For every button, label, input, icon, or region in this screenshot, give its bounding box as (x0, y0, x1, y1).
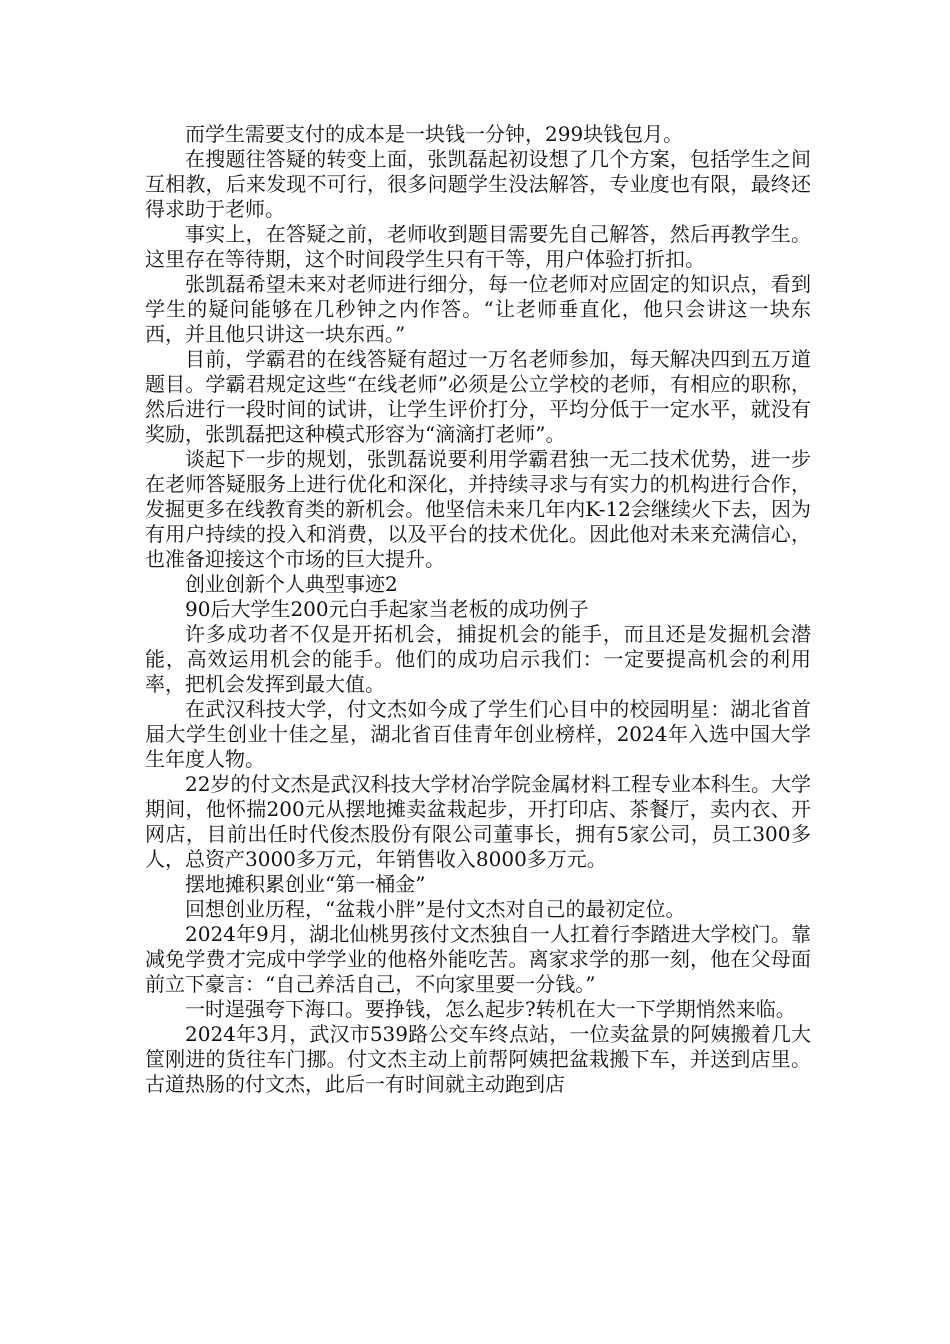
paragraph-profile: 22岁的付文杰是武汉科技大学材冶学院金属材料工程专业本科生。大学期间，他怀揣200元从摆地摊卖盆栽起步，开打印店、茶餐厅，卖内衣、开网店，目前出任时代俊杰股份有限公司董事长，拥有5家公司，员工300多人，总资产3000多万元，年销售收入8000多万元。 (145, 772, 811, 871)
paragraph-waiting-period: 事实上，在答疑之前，老师收到题目需要先自己解答，然后再教学生。这里存在等待期，这个时间段学生只有干等，用户体验打折扣。 (145, 222, 811, 271)
section-heading-first-pot: 摆地摊积累创业“第一桶金” (185, 872, 426, 896)
paragraph-enrollment: 2024年9月，湖北仙桃男孩付文杰独自一人扛着行李踏进大学校门。靠减免学费才完成中学学业的他格外能吃苦。离家求学的那一刻，他在父母面前立下豪言：“自己养活自己，不向家里要一分钱。” (145, 922, 811, 996)
paragraph-cost: 而学生需要支付的成本是一块钱一分钟，299块钱包月。 (185, 122, 684, 146)
section-subtitle: 90后大学生200元白手起家当老板的成功例子 (185, 597, 589, 621)
paragraph-future-plan: 谈起下一步的规划，张凯磊说要利用学霸君独一无二技术优势，进一步在老师答疑服务上进行优化和深化，并持续寻求与有实力的机构进行合作，发掘更多在线教育类的新机会。他坚信未来几年内K-12会继续火下去，因为有用户持续的投入和消费，以及平台的技术优化。因此他对未来充满信心，也准备迎接这个市场的巨大提升。 (145, 447, 811, 571)
paragraph-turning-point: 一时逞强夸下海口。要挣钱，怎么起步?转机在大一下学期悄然来临。 (185, 997, 796, 1021)
paragraph-bus-station: 2024年3月，武汉市539路公交车终点站，一位卖盆景的阿姨搬着几大筐刚进的货往车门挪。付文杰主动上前帮阿姨把盆栽搬下车，并送到店里。古道热肠的付文杰，此后一有时间就主动跑到店 (145, 1022, 811, 1096)
paragraph-opportunity: 许多成功者不仅是开拓机会，捕捉机会的能手，而且还是发掘机会潜能，高效运用机会的能手。他们的成功启示我们：一定要提高机会的利用率，把机会发挥到最大值。 (145, 622, 811, 696)
paragraph-campus-star: 在武汉科技大学，付文杰如今成了学生们心目中的校园明星：湖北省首届大学生创业十佳之星，湖北省百佳青年创业榜样，2024年入选中国大学生年度人物。 (145, 697, 811, 771)
paragraph-teacher-specialization: 张凯磊希望未来对老师进行细分，每一位老师对应固定的知识点，看到学生的疑问能够在几秒钟之内作答。“让老师垂直化，他只会讲这一块东西，并且他只讲这一块东西。” (145, 272, 811, 346)
paragraph-bonsai-nickname: 回想创业历程，“盆栽小胖”是付文杰对自己的最初定位。 (185, 897, 686, 921)
section-heading-story-2: 创业创新个人典型事迹2 (185, 572, 398, 596)
document-body (145, 122, 811, 1097)
paragraph-online-teachers: 目前，学霸君的在线答疑有超过一万名老师参加，每天解决四到五万道题目。学霸君规定这些“在线老师”必须是公立学校的老师，有相应的职称，然后进行一段时间的试讲，让学生评价打分，平均分低于一定水平，就没有奖励，张凯磊把这种模式形容为“滴滴打老师”。 (145, 347, 811, 446)
paragraph-answering-shift: 在搜题往答疑的转变上面，张凯磊起初设想了几个方案，包括学生之间互相教，后来发现不可行，很多问题学生没法解答，专业度也有限，最终还得求助于老师。 (145, 147, 811, 221)
